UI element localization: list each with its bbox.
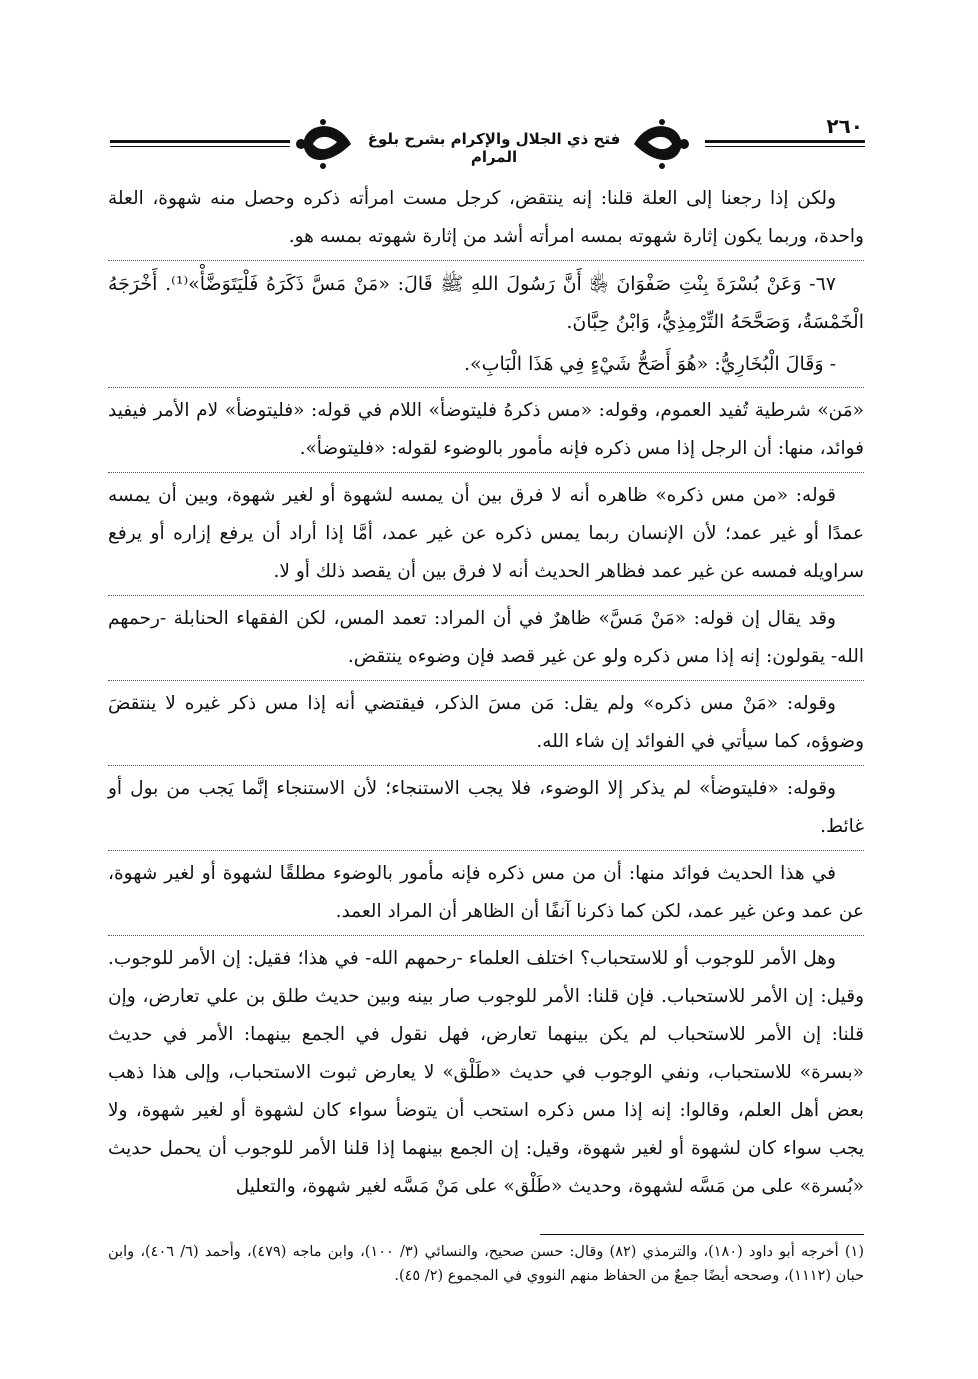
paragraph: وقوله: «مَنْ مس ذكره» ولم يقل: مَن مسَ الذكر، فيقتضي أنه إذا مس ذكر غيره لا ينتقضَ وضوؤه، كما سيأتي في الفوائد إن شاء الله.: [108, 693, 864, 752]
footnotes: [108, 1240, 864, 1288]
page-header: [110, 112, 865, 174]
section-divider: [108, 387, 864, 388]
hadith-text: ٦٧- وَعَنْ بُسْرَةَ بِنْتِ صَفْوَانَ ﵂ أَنَّ رَسُولَ اللهِ ﷺ قَالَ: «مَنْ مَسَّ ذَكَرَهُ فَلْيَتَوَضَّأْ»⁽¹⁾. أَخْرَجَهُ الْخَمْسَةُ، وَصَحَّحَهُ التِّرْمِذِيُّ، وَابْنُ حِبَّانَ.: [108, 273, 864, 333]
page-number: ٢٦٠: [826, 114, 863, 138]
section-divider: [108, 765, 864, 766]
main-text: [108, 180, 864, 1210]
section-divider: [108, 935, 864, 936]
section-divider: [108, 472, 864, 473]
header-rule-left: [110, 140, 290, 143]
ornament-left-icon: [293, 116, 353, 172]
section-divider: [108, 680, 864, 681]
header-rule-left-thin: [110, 146, 290, 147]
paragraph: وقوله: «فليتوضأ» لم يذكر إلا الوضوء، فلا يجب الاستنجاء؛ لأن الاستنجاء إنَّما يَجب من بول أو غائط.: [108, 778, 864, 837]
section-divider: [108, 850, 864, 851]
footnote-1: (١) أخرجه أبو داود (١٨٠)، والترمذي (٨٢) وقال: حسن صحيح، والنسائي (٣/ ١٠٠)، وابن ماجه (٤٧٩)، وأحمد (٦/ ٤٠٦)، وابن حبان (١١١٢)، وصححه أيضًا جمعٌ من الحفاظ منهم النووي في المجموع (٢/ ٤٥).: [108, 1244, 865, 1284]
paragraph: «مَن» شرطية تُفيد العموم، وقوله: «مس ذكرهُ فليتوضأ» اللام في قوله: «فليتوضأ» لام الأمر فيفيد فوائد، منها: أن الرجل إذا مس ذكره فإنه مأمور بالوضوء لقوله: «فليتوضأ».: [108, 400, 864, 459]
paragraph: وقد يقال إن قوله: «مَنْ مَسَّ» ظاهرٌ في أن المراد: تعمد المس، لكن الفقهاء الحنابلة -رحمهم الله- يقولون: إنه إذا مس ذكره ولو عن غير قصد فإن وضوءه ينتقض.: [108, 608, 864, 667]
hadith-note: - وَقَالَ الْبُخَارِيُّ: «هُوَ أَصَحُّ شَيْءٍ فِي هَذَا الْبَابِ».: [463, 353, 836, 375]
paragraph: قوله: «من مس ذكره» ظاهره أنه لا فرق بين أن يمسه لشهوة أو لغير شهوة، وبين أن يمسه عمدًا أو غير عمد؛ لأن الإنسان ربما يمس ذكره عن غير عمد، أمَّا إذا أراد أن يرفع إزاره أو يرفع سراويله فمسه عن غير عمد فظاهر الحديث أنه لا فرق بين أن يقصد ذلك أو لا.: [108, 485, 864, 582]
running-title: فتح ذي الجلال والإكرام بشرح بلوغ المرام: [367, 130, 621, 166]
section-divider: [108, 260, 864, 261]
paragraph: وهل الأمر للوجوب أو للاستحباب؟ اختلف العلماء -رحمهم الله- في هذا؛ فقيل: إن الأمر للوجوب. وقيل: إن الأمر للاستحباب. فإن قلنا: الأمر للوجوب صار بينه وبين حديث طلق بن علي تعارض، وإن قلنا: إن الأمر للاستحباب لم يكن بينهما تعارض، فهل نقول في الجمع بينهما: الأمر في حديث «بسرة» للاستحباب، ونفي الوجوب في حديث «طَلْق» لا يعارض ثبوت الاستحباب، وإلى هذا ذهب بعض أهل العلم، وقالوا: إنه إذا مس ذكره استحب أن يتوضأ سواء كان لشهوة أو لغير شهوة، ولا يجب سواء كان لشهوة أو لغير شهوة، وقيل: إن الجمع بينهما إذا قلنا الأمر للوجوب أن يحمل حديث «بُسرة» على من مَسَّه لشهوة، وحديث «طَلْق» على مَنْ مَسَّه لغير شهوة، والتعليل: [108, 948, 864, 1197]
paragraph: ولكن إذا رجعنا إلى العلة قلنا: إنه ينتقض، كرجل مست امرأته ذكره وحصل منه شهوة، العلة واحدة، وربما يكون إثارة شهوته بمسه امرأته أشد من إثارة شهوته بمسه هو.: [108, 188, 864, 247]
header-rule-right-thin: [705, 146, 865, 147]
header-rule-right: [705, 140, 865, 143]
footnote-divider: [540, 1234, 864, 1235]
ornament-right-icon: [632, 116, 692, 172]
paragraph: في هذا الحديث فوائد منها: أن من مس ذكره فإنه مأمور بالوضوء مطلقًا لشهوة أو لغير شهوة، عن عمد وعن غير عمد، لكن كما ذكرنا آنفًا أن الظاهر أن المراد العمد.: [108, 863, 864, 922]
section-divider: [108, 595, 864, 596]
